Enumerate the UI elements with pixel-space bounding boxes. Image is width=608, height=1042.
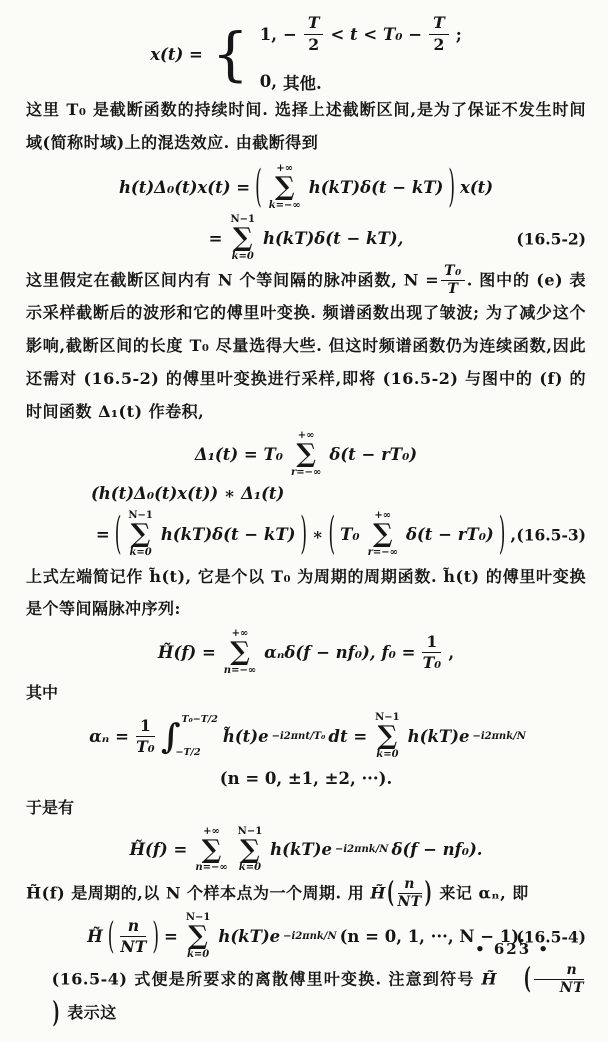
eq5-lhs: H̃(f) =: [157, 642, 216, 662]
exponent: −i2πnk/N: [472, 731, 526, 743]
fraction-denominator: NT: [559, 980, 584, 997]
equation-16-5-3-line-2: [26, 509, 586, 561]
sum-upper-limit: N−1: [128, 510, 153, 522]
equation-16-5-2-line-2: [26, 214, 586, 264]
fraction-numerator: T₀: [441, 264, 465, 281]
eq6-dt-equals: dt =: [328, 727, 368, 747]
big-paren-open: (: [328, 508, 336, 561]
paragraph-periodic-function: 上式左端简记作 h̃(t), 它是个以 T₀ 为周期的周期函数. h̃(t) 的傅里叶变换是个等间隔脉冲序列:: [26, 566, 586, 619]
label-qizhong: 其中: [26, 683, 59, 703]
equation-alpha-n-line-2: [26, 765, 586, 793]
sum-upper-limit: N−1: [237, 825, 263, 837]
big-paren-close: ): [52, 995, 61, 1030]
fraction-T-over-2: [429, 14, 449, 53]
eq8-n-range: (n = 0, 1, ···, N − 1).: [339, 927, 525, 947]
eq6-lhs: αₙ =: [89, 727, 129, 747]
fraction-numerator: n: [534, 963, 584, 980]
sigma-glyph: ∑: [373, 519, 393, 550]
para2-text-1: 这里假定在截断区间内有 N 个等间隔的脉冲函数, N =: [26, 269, 440, 289]
sum-lower-limit: r=−∞: [290, 466, 322, 478]
exponent: −i2πnk/N: [283, 931, 337, 943]
equals-sign: =: [208, 229, 223, 249]
fraction-numerator: 1: [422, 633, 441, 653]
sum-lower-limit: n=−∞: [223, 664, 257, 676]
sigma-glyph: ∑: [188, 921, 208, 952]
sum-upper-limit: N−1: [185, 912, 211, 924]
eq7-delta-term: δ(f − nf₀).: [391, 840, 483, 860]
fraction-denominator: 2: [308, 34, 320, 54]
fraction-numerator: n: [398, 877, 422, 894]
para7-text-1: (16.5-4) 式便是所要求的离散傅里叶变换. 注意到符号: [51, 969, 482, 989]
integral-operator: [161, 715, 218, 759]
equation-16-5-2: [26, 162, 586, 264]
eq6-integrand: h̃(t)e: [222, 727, 269, 747]
sum-upper-limit: +∞: [231, 627, 249, 639]
equation-16-5-3-line-1: [26, 479, 586, 509]
fraction-T0-over-T: [441, 264, 465, 298]
fraction-denominator: NT: [397, 894, 422, 911]
para7-text-2: 表示这: [61, 1002, 117, 1022]
sigma-glyph: ∑: [274, 172, 295, 203]
eq8-H-tilde: H̃: [87, 927, 103, 947]
sigma-glyph: ∑: [296, 439, 316, 470]
big-paren-open: (: [523, 961, 532, 996]
sum-operator: [231, 215, 255, 262]
fraction-n-over-NT: [534, 963, 584, 997]
integral-glyph: ∫: [160, 716, 181, 757]
equation-number-16-5-3: (16.5-3): [516, 525, 586, 545]
eq6-sum-term: h(kT)e: [407, 727, 470, 747]
para6-text-2: 来记 αₙ, 即: [433, 883, 529, 903]
sum-lower-limit: r=−∞: [367, 546, 398, 558]
big-paren-open: (: [107, 915, 115, 959]
paragraph-dft-conclusion: [26, 963, 586, 1030]
eq4-convolution-lhs: (h(t)Δ₀(t)x(t)) ∗ Δ₁(t): [91, 484, 285, 504]
case1-semicolon: ;: [455, 24, 462, 44]
fraction-n-over-NT: [398, 877, 422, 911]
big-paren-close: ): [152, 915, 160, 959]
big-paren-open: (: [114, 508, 122, 561]
eq2-body-2: h(kT)δ(t − kT),: [262, 229, 404, 249]
fraction-denominator: 2: [433, 34, 445, 54]
fraction-denominator: NT: [120, 937, 147, 957]
big-paren-open: (: [386, 875, 395, 911]
sigma-glyph: ∑: [230, 636, 250, 667]
sum-operator: [269, 164, 301, 211]
fraction-T-over-2: [304, 14, 324, 53]
eq2-tail: x(t): [459, 178, 494, 198]
equation-alpha-n: [26, 709, 586, 793]
H-tilde-symbol: H̃: [481, 969, 497, 989]
piecewise-lhs: x(t) =: [150, 44, 203, 64]
fraction-numerator: n: [120, 917, 146, 937]
sigma-glyph: ∑: [130, 519, 151, 550]
equation-piecewise-xt: [26, 14, 586, 94]
sum-operator: [291, 431, 321, 478]
case2-value: 0,: [259, 72, 277, 92]
sum-lower-limit: k=0: [376, 748, 399, 760]
fraction-numerator: T: [304, 14, 324, 34]
eq5-comma: ,: [448, 642, 455, 662]
case1-inequality: < t < T₀ −: [330, 24, 423, 44]
sum-operator: [224, 629, 256, 676]
sigma-glyph: ∑: [201, 834, 222, 865]
case1-minus: −: [282, 24, 297, 44]
fraction-numerator: T: [429, 14, 449, 34]
sigma-glyph: ∑: [232, 223, 253, 254]
eq7-body: h(kT)e: [270, 840, 332, 860]
eq3-lhs: Δ₁(t) = T₀: [194, 445, 283, 465]
sum-upper-limit: +∞: [374, 510, 392, 522]
equation-16-5-2-line-1: [26, 162, 586, 214]
exponent: −i2πnt/T₀: [271, 731, 326, 743]
para6-text-1: H̃(f) 是周期的,以 N 个样本点为一个周期. 用: [26, 883, 371, 903]
sum-operator: [368, 511, 398, 558]
sum-lower-limit: k=0: [238, 862, 262, 874]
sum-upper-limit: +∞: [276, 163, 294, 175]
sum-lower-limit: k=−∞: [268, 199, 301, 211]
fraction-denominator: T₀: [422, 652, 442, 672]
sum-upper-limit: N−1: [230, 214, 255, 226]
sum-lower-limit: n=−∞: [195, 862, 228, 874]
para2-text-2: . 图中的 (e) 表示采样截断后的波形和它的傅里叶变换. 频谱函数出现了皱波; 为了减少这个影响,截断区间的长度 T₀ 尽量选得大些. 但这时频谱函数仍为连续函数,因此还需对 (16.5-2) 的傅里叶变换进行采样,即将 (16.5-2) 与图中的 (f) 的时间函数 Δ₁(t) 作卷积,: [26, 269, 586, 421]
convolution-star: ∗: [312, 525, 324, 545]
big-paren-close: ): [300, 508, 308, 561]
equation-H-pulse-series: [26, 626, 586, 678]
sum-upper-limit: +∞: [203, 825, 220, 837]
equals-sign: =: [164, 927, 178, 947]
eq2-body-1: h(kT)δ(t − kT): [308, 178, 444, 198]
sum-lower-limit: k=0: [129, 546, 152, 558]
equation-number-16-5-4: (16.5-4): [516, 927, 586, 947]
fraction-1-over-T0: [422, 633, 441, 672]
eq3-body: δ(t − rT₀): [329, 445, 418, 465]
fraction-numerator: 1: [136, 717, 155, 737]
integral-lower-limit: −T/2: [175, 747, 201, 759]
eq5-body: αₙδ(f − nf₀),: [264, 642, 376, 662]
integral-limits: [175, 713, 218, 759]
eq7-lhs: H̃(f) =: [129, 840, 188, 860]
piecewise-case-1: [257, 14, 465, 53]
eq4-body-1: h(kT)δ(t − kT): [160, 525, 296, 545]
big-paren-close: ): [448, 161, 455, 214]
integral-upper-limit: T₀−T/2: [181, 713, 218, 725]
sigma-glyph: ∑: [240, 834, 260, 865]
eq4-T0: T₀: [340, 525, 360, 545]
sum-operator: [195, 827, 227, 874]
page-number: • 623 •: [475, 940, 550, 958]
case2-label: 其他.: [282, 73, 322, 93]
eq8-body: h(kT)e: [218, 927, 281, 947]
equation-delta1: [26, 431, 586, 479]
sum-operator: [375, 713, 399, 760]
sigma-glyph: ∑: [377, 721, 398, 752]
big-paren-close: ): [424, 875, 433, 911]
equation-H-double-sum: [26, 823, 586, 877]
equation-16-5-3: [26, 479, 586, 561]
H-tilde-symbol: H̃: [370, 883, 386, 903]
sum-upper-limit: N−1: [375, 712, 400, 724]
sum-operator: [238, 827, 262, 874]
big-paren-close: ): [498, 508, 506, 561]
paragraph-sampling-ripple: [26, 264, 586, 429]
piecewise-case-2: [257, 70, 465, 94]
eq4-comma: ,: [510, 525, 517, 545]
eq5-f0-definition: f₀ =: [381, 642, 416, 662]
equation-number-16-5-2: (16.5-2): [516, 229, 586, 249]
eq6-n-range: (n = 0, ±1, ±2, ···).: [219, 769, 393, 789]
sum-lower-limit: k=0: [231, 250, 254, 262]
fraction-denominator: T: [447, 280, 459, 297]
sum-operator: [128, 511, 152, 558]
fraction-n-over-NT: [120, 917, 146, 956]
fraction-denominator: T₀: [136, 737, 155, 757]
case1-value: 1,: [259, 24, 277, 44]
equation-alpha-n-line-1: [26, 709, 586, 765]
label-yushiyou: 于是有: [26, 797, 75, 817]
equals-sign: =: [95, 525, 110, 545]
paragraph-period-samples: [26, 877, 586, 911]
piecewise-cases: [257, 14, 465, 93]
sum-operator: [186, 913, 210, 960]
eq4-body-2: δ(t − rT₀): [405, 525, 494, 545]
paragraph-truncation-intro: 这里 T₀ 是截断函数的持续时间. 选择上述截断区间,是为了保证不发生时间域(简称时域)上的混迭效应. 由截断得到: [26, 100, 586, 152]
fraction-1-over-T0: [136, 717, 155, 756]
left-brace: {: [211, 20, 249, 88]
sum-upper-limit: +∞: [297, 430, 315, 442]
exponent: −i2πnk/N: [334, 844, 389, 856]
big-paren-open: (: [255, 161, 262, 214]
eq2-lhs: h(t)Δ₀(t)x(t) =: [118, 178, 251, 198]
sum-lower-limit: k=0: [186, 949, 210, 961]
